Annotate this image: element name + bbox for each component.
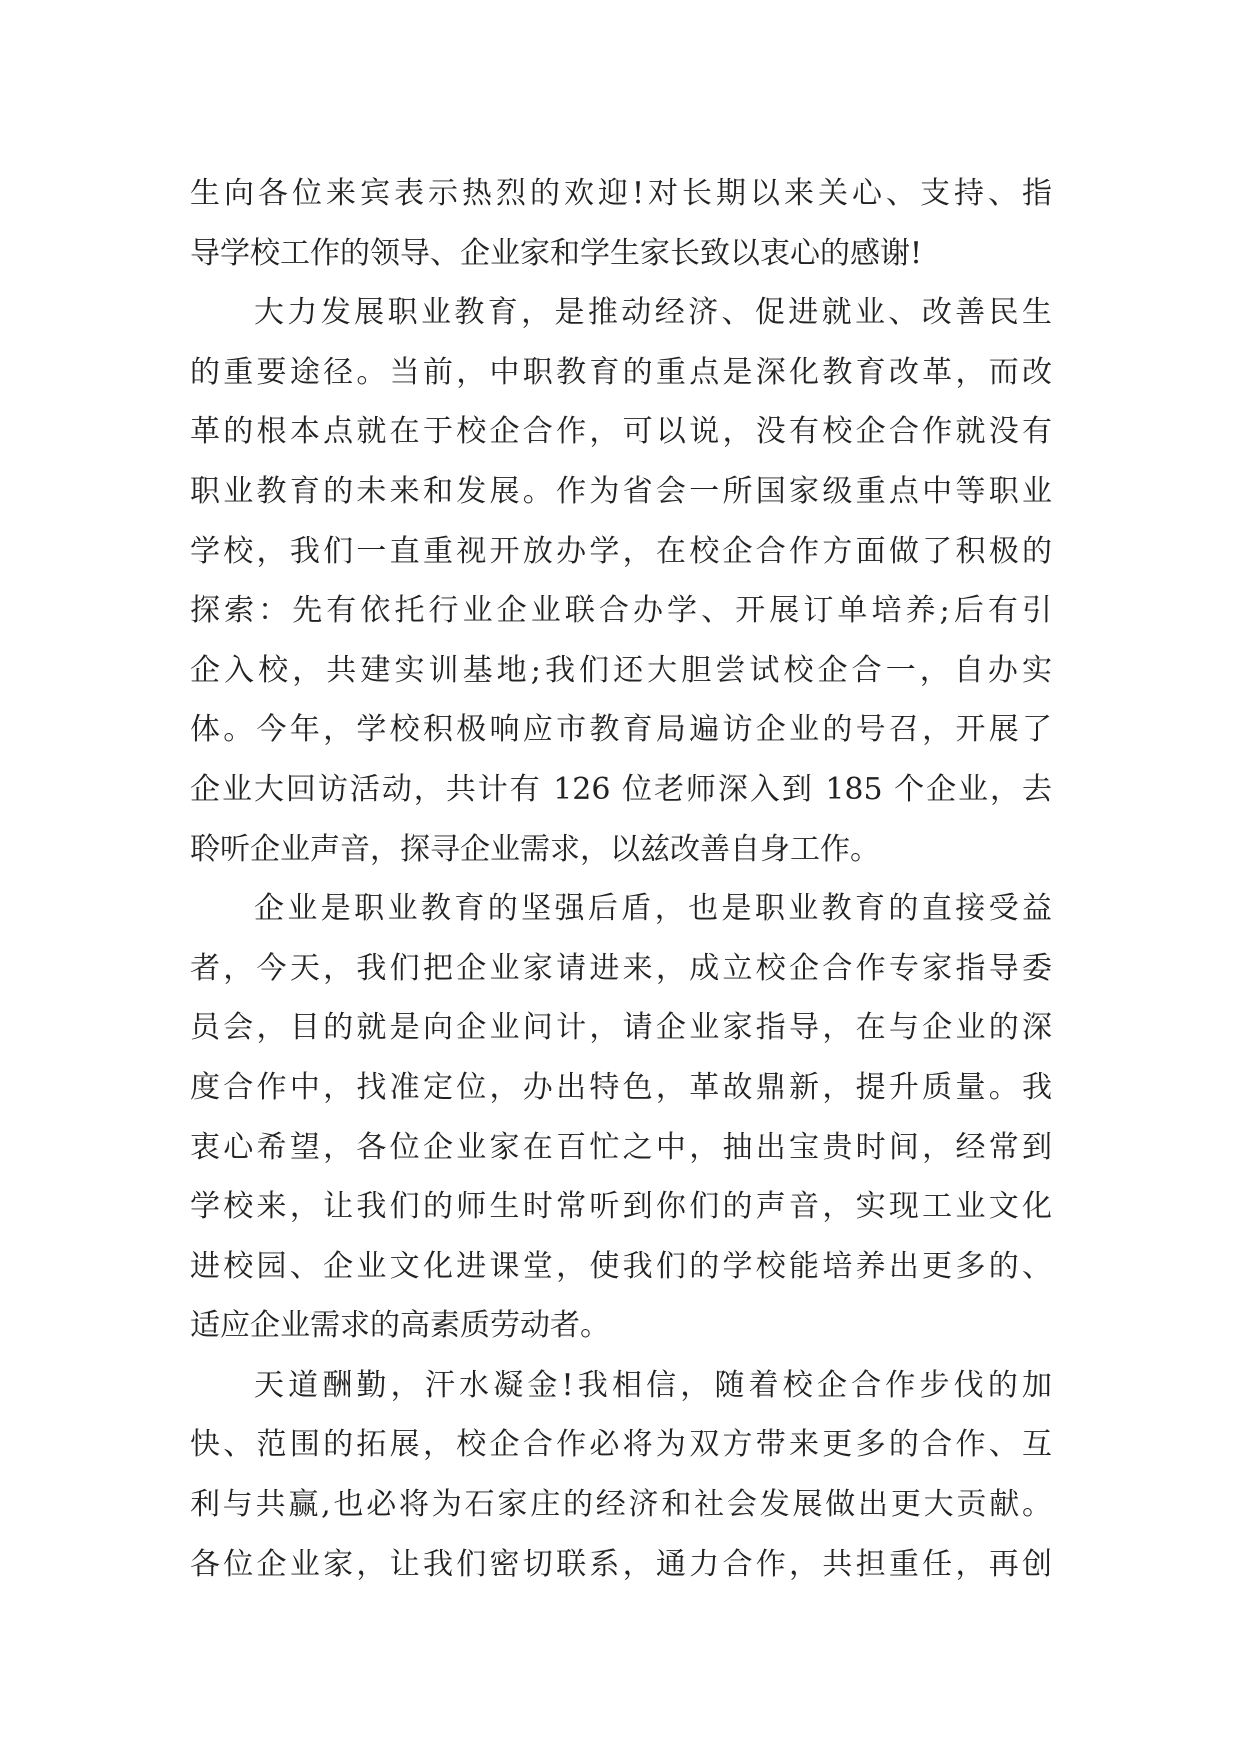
paragraph-line: 企业是职业教育的坚强后盾，也是职业教育的直接受益 — [254, 891, 1052, 927]
paragraph-line: 企业大回访活动，共计有 126 位老师深入到 185 个企业，去 — [190, 771, 1052, 807]
paragraph-line: 快、范围的拓展，校企合作必将为双方带来更多的合作、互 — [190, 1427, 1052, 1463]
paragraph-line: 利与共赢,也必将为石家庄的经济和社会发展做出更大贡献。 — [190, 1487, 1052, 1523]
paragraph-line: 革的根本点就在于校企合作，可以说，没有校企合作就没有 — [190, 414, 1052, 450]
paragraph-line: 导学校工作的领导、企业家和学生家长致以衷心的感谢! — [190, 235, 923, 271]
paragraph-line: 学校来，让我们的师生时常听到你们的声音，实现工业文化 — [190, 1189, 1052, 1225]
paragraph-line: 大力发展职业教育，是推动经济、促进就业、改善民生 — [254, 295, 1052, 331]
paragraph-line: 探索：先有依托行业企业联合办学、开展订单培养;后有引 — [190, 593, 1052, 629]
paragraph-line: 聆听企业声音，探寻企业需求，以兹改善自身工作。 — [190, 831, 880, 867]
document-body — [190, 164, 1052, 1594]
paragraph-line: 学校，我们一直重视开放办学，在校企合作方面做了积极的 — [190, 533, 1052, 569]
paragraph-line: 进校园、企业文化进课堂，使我们的学校能培养出更多的、 — [190, 1248, 1052, 1284]
paragraph-line: 衷心希望，各位企业家在百忙之中，抽出宝贵时间，经常到 — [190, 1129, 1052, 1165]
paragraph-line: 的重要途径。当前，中职教育的重点是深化教育改革，而改 — [190, 354, 1052, 390]
paragraph-line: 各位企业家，让我们密切联系，通力合作，共担重任，再创 — [190, 1546, 1052, 1582]
paragraph-line: 职业教育的未来和发展。作为省会一所国家级重点中等职业 — [190, 473, 1052, 509]
paragraph-line: 适应企业需求的高素质劳动者。 — [190, 1308, 610, 1344]
paragraph-line: 度合作中，找准定位，办出特色，革故鼎新，提升质量。我 — [190, 1069, 1052, 1105]
paragraph-line: 体。今年，学校积极响应市教育局遍访企业的号召，开展了 — [190, 712, 1052, 748]
paragraph-line: 企入校，共建实训基地;我们还大胆尝试校企合一，自办实 — [190, 652, 1052, 688]
paragraph-line: 天道酬勤，汗水凝金!我相信，随着校企合作步伐的加 — [254, 1367, 1052, 1403]
paragraph-line: 者，今天，我们把企业家请进来，成立校企合作专家指导委 — [190, 950, 1052, 986]
paragraph-line: 员会，目的就是向企业问计，请企业家指导，在与企业的深 — [190, 1010, 1052, 1046]
paragraph-line: 生向各位来宾表示热烈的欢迎!对长期以来关心、支持、指 — [190, 176, 1052, 211]
